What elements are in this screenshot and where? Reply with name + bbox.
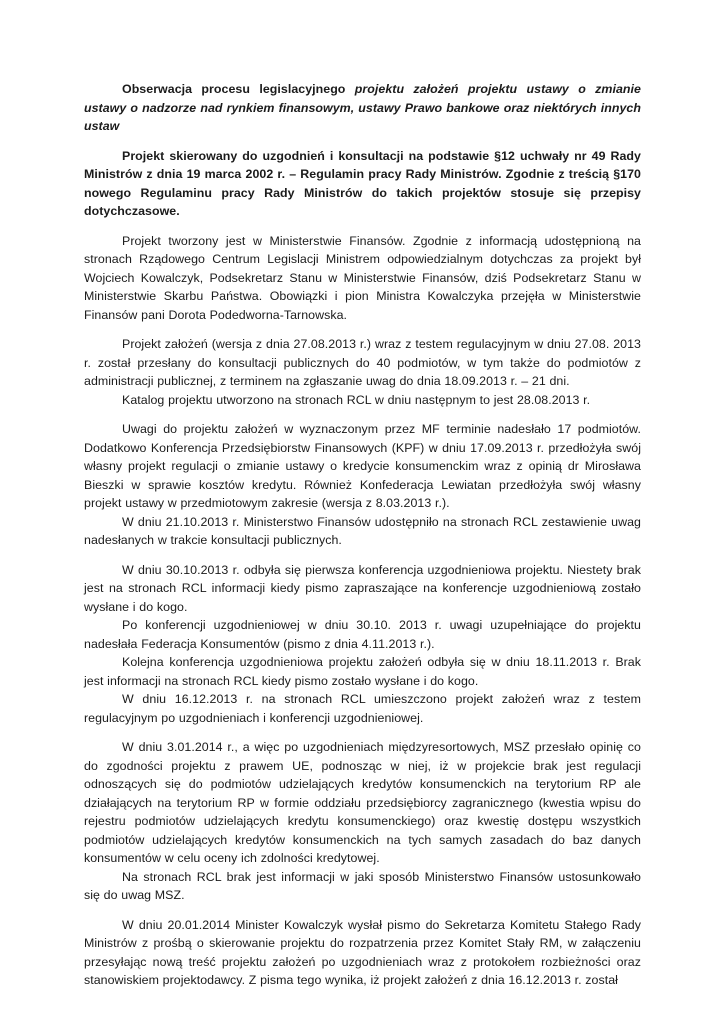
document-body <box>84 80 641 990</box>
committee-letter-paragraph <box>84 916 641 990</box>
second-conference-paragraph <box>84 653 641 690</box>
catalog-paragraph <box>84 391 641 410</box>
text-run: Uwagi do projektu założeń w wyznaczonym przez MF terminie nadesłało 17 podmiotów. Dodatkowo Konferencja Przedsiębiorstw Finansowych (KPF) w dniu 17.09.2013 r. przedłożyła swój własny projekt regulacji o zmianie ustawy o kredycie konsumenckim wraz z opinią dr Mirosława Bieszki w sprawie kosztów kredytu. Również Konfederacja Lewiatan przedłożyła swój własny projekt ustawy w przedmiotowym zakresie (wersja z 8.03.2013 r.). <box>84 422 641 510</box>
text-run: projektu założeń projektu ustawy o zmianie ustawy o nadzorze nad rynkiem finansowym, ustawy Prawo bankowe oraz niektórych innych ustaw <box>84 82 641 133</box>
text-run: Projekt tworzony jest w Ministerstwie Finansów. Zgodnie z informacją udostępnioną na stronach Rządowego Centrum Legislacji Ministrem odpowiedzialnym dotychczas za projekt był Wojciech Kowalczyk, Podsekretarz Stanu w Ministerstwie Finansów, dziś Podsekretarz Stanu w Ministerstwie Skarbu Państwa. Obowiązki i pion Ministra Kowalczyka przejęła w Ministerstwie Finansów pani Dorota Podedworna-Tarnowska. <box>84 233 641 322</box>
ministry-paragraph <box>84 232 641 325</box>
text-run: W dniu 16.12.2013 r. na stronach RCL umieszczono projekt założeń wraz z testem regulacyjnym po uzgodnieniach i konferencji uzgodnieniowej. <box>84 692 641 725</box>
text-run: Kolejna konferencja uzgodnieniowa projektu założeń odbyła się w dniu 18.11.2013 r. Brak jest informacji na stronach RCL kiedy pismo zostało wysłane i do kogo. <box>84 655 641 688</box>
rcl-summary-paragraph <box>84 513 641 550</box>
text-run: Projekt skierowany do uzgodnień i konsultacji na podstawie §12 uchwały nr 49 Rady Ministrów z dnia 19 marca 2002 r. – Regulamin pracy Rady Ministrów. Zgodnie z treścią §170 nowego Regulaminu pracy Rady Ministrów do takich projektów stosuje się przepisy dotychczasowe. <box>84 148 641 218</box>
text-run: W dniu 30.10.2013 r. odbyła się pierwsza konferencja uzgodnieniowa projektu. Niestety brak jest na stronach RCL informacji kiedy pismo zapraszające na konferencje uzgodnieniową zostało wysłane i do kogo. <box>84 562 641 614</box>
consultation-paragraph <box>84 335 641 391</box>
legal-basis-paragraph <box>84 147 641 221</box>
text-run: Projekt założeń (wersja z dnia 27.08.2013 r.) wraz z testem regulacyjnym w dniu 27.08. 2013 r. został przesłany do konsultacji publicznych do 40 podmiotów, w tym także do podmiotów z administracji publicznej, z terminem na zgłaszanie uwag do dnia 18.09.2013 r. – 21 dni. <box>84 337 641 388</box>
text-run: Na stronach RCL brak jest informacji w jaki sposób Ministerstwo Finansów ustosunkowało się do uwag MSZ. <box>84 869 641 902</box>
text-run: Obserwacja procesu legislacyjnego <box>122 82 355 96</box>
first-conference-paragraph <box>84 561 641 617</box>
text-run: W dniu 20.01.2014 Minister Kowalczyk wysłał pismo do Sekretarza Komitetu Stałego Rady Ministrów z prośbą o skierowanie projektu do rozpatrzenia przez Komitet Stały RM, w załączeniu przesyłając nową treść projektu założeń po uzgodnieniach wraz z protokołem rozbieżności oraz stanowiskiem projektodawcy. Z pisma tego wynika, iż projekt założeń z dnia 16.12.2013 r. został <box>84 917 641 987</box>
rcl-no-info-paragraph <box>84 868 641 905</box>
title-paragraph <box>84 80 641 136</box>
msz-opinion-paragraph <box>84 738 641 868</box>
comments-paragraph <box>84 420 641 513</box>
text-run: W dniu 3.01.2014 r., a więc po uzgodnieniach międzyresortowych, MSZ przesłało opinię co do zgodności projektu z prawem UE, podnosząc w niej, iż w projekcie brak jest regulacji odnoszących się do podmiotów udzielających kredytów konsumenckich na terytorium RP ale działających na terytorium RP w formie oddziału przedsiębiorcy zagranicznego (kwestia wpisu do rejestru podmiotów udzielających kredytu konsumenckiego) oraz kwestię dostępu wszystkich podmiotów udzielających kredytów konsumenckich na tych samych zasadach do baz danych konsumentów w celu oceny ich zdolności kredytowej. <box>84 740 641 865</box>
text-run: Po konferencji uzgodnieniowej w dniu 30.10. 2013 r. uwagi uzupełniające do projektu nadesłała Federacja Konsumentów (pismo z dnia 4.11.2013 r.). <box>84 618 641 651</box>
text-run: Katalog projektu utworzono na stronach RCL w dniu następnym to jest 28.08.2013 r. <box>122 392 591 407</box>
text-run: W dniu 21.10.2013 r. Ministerstwo Finansów udostępniło na stronach RCL zestawienie uwag nadesłanych w trakcie konsultacji publicznych. <box>84 514 641 547</box>
post-conference-paragraph <box>84 616 641 653</box>
publication-paragraph <box>84 690 641 727</box>
